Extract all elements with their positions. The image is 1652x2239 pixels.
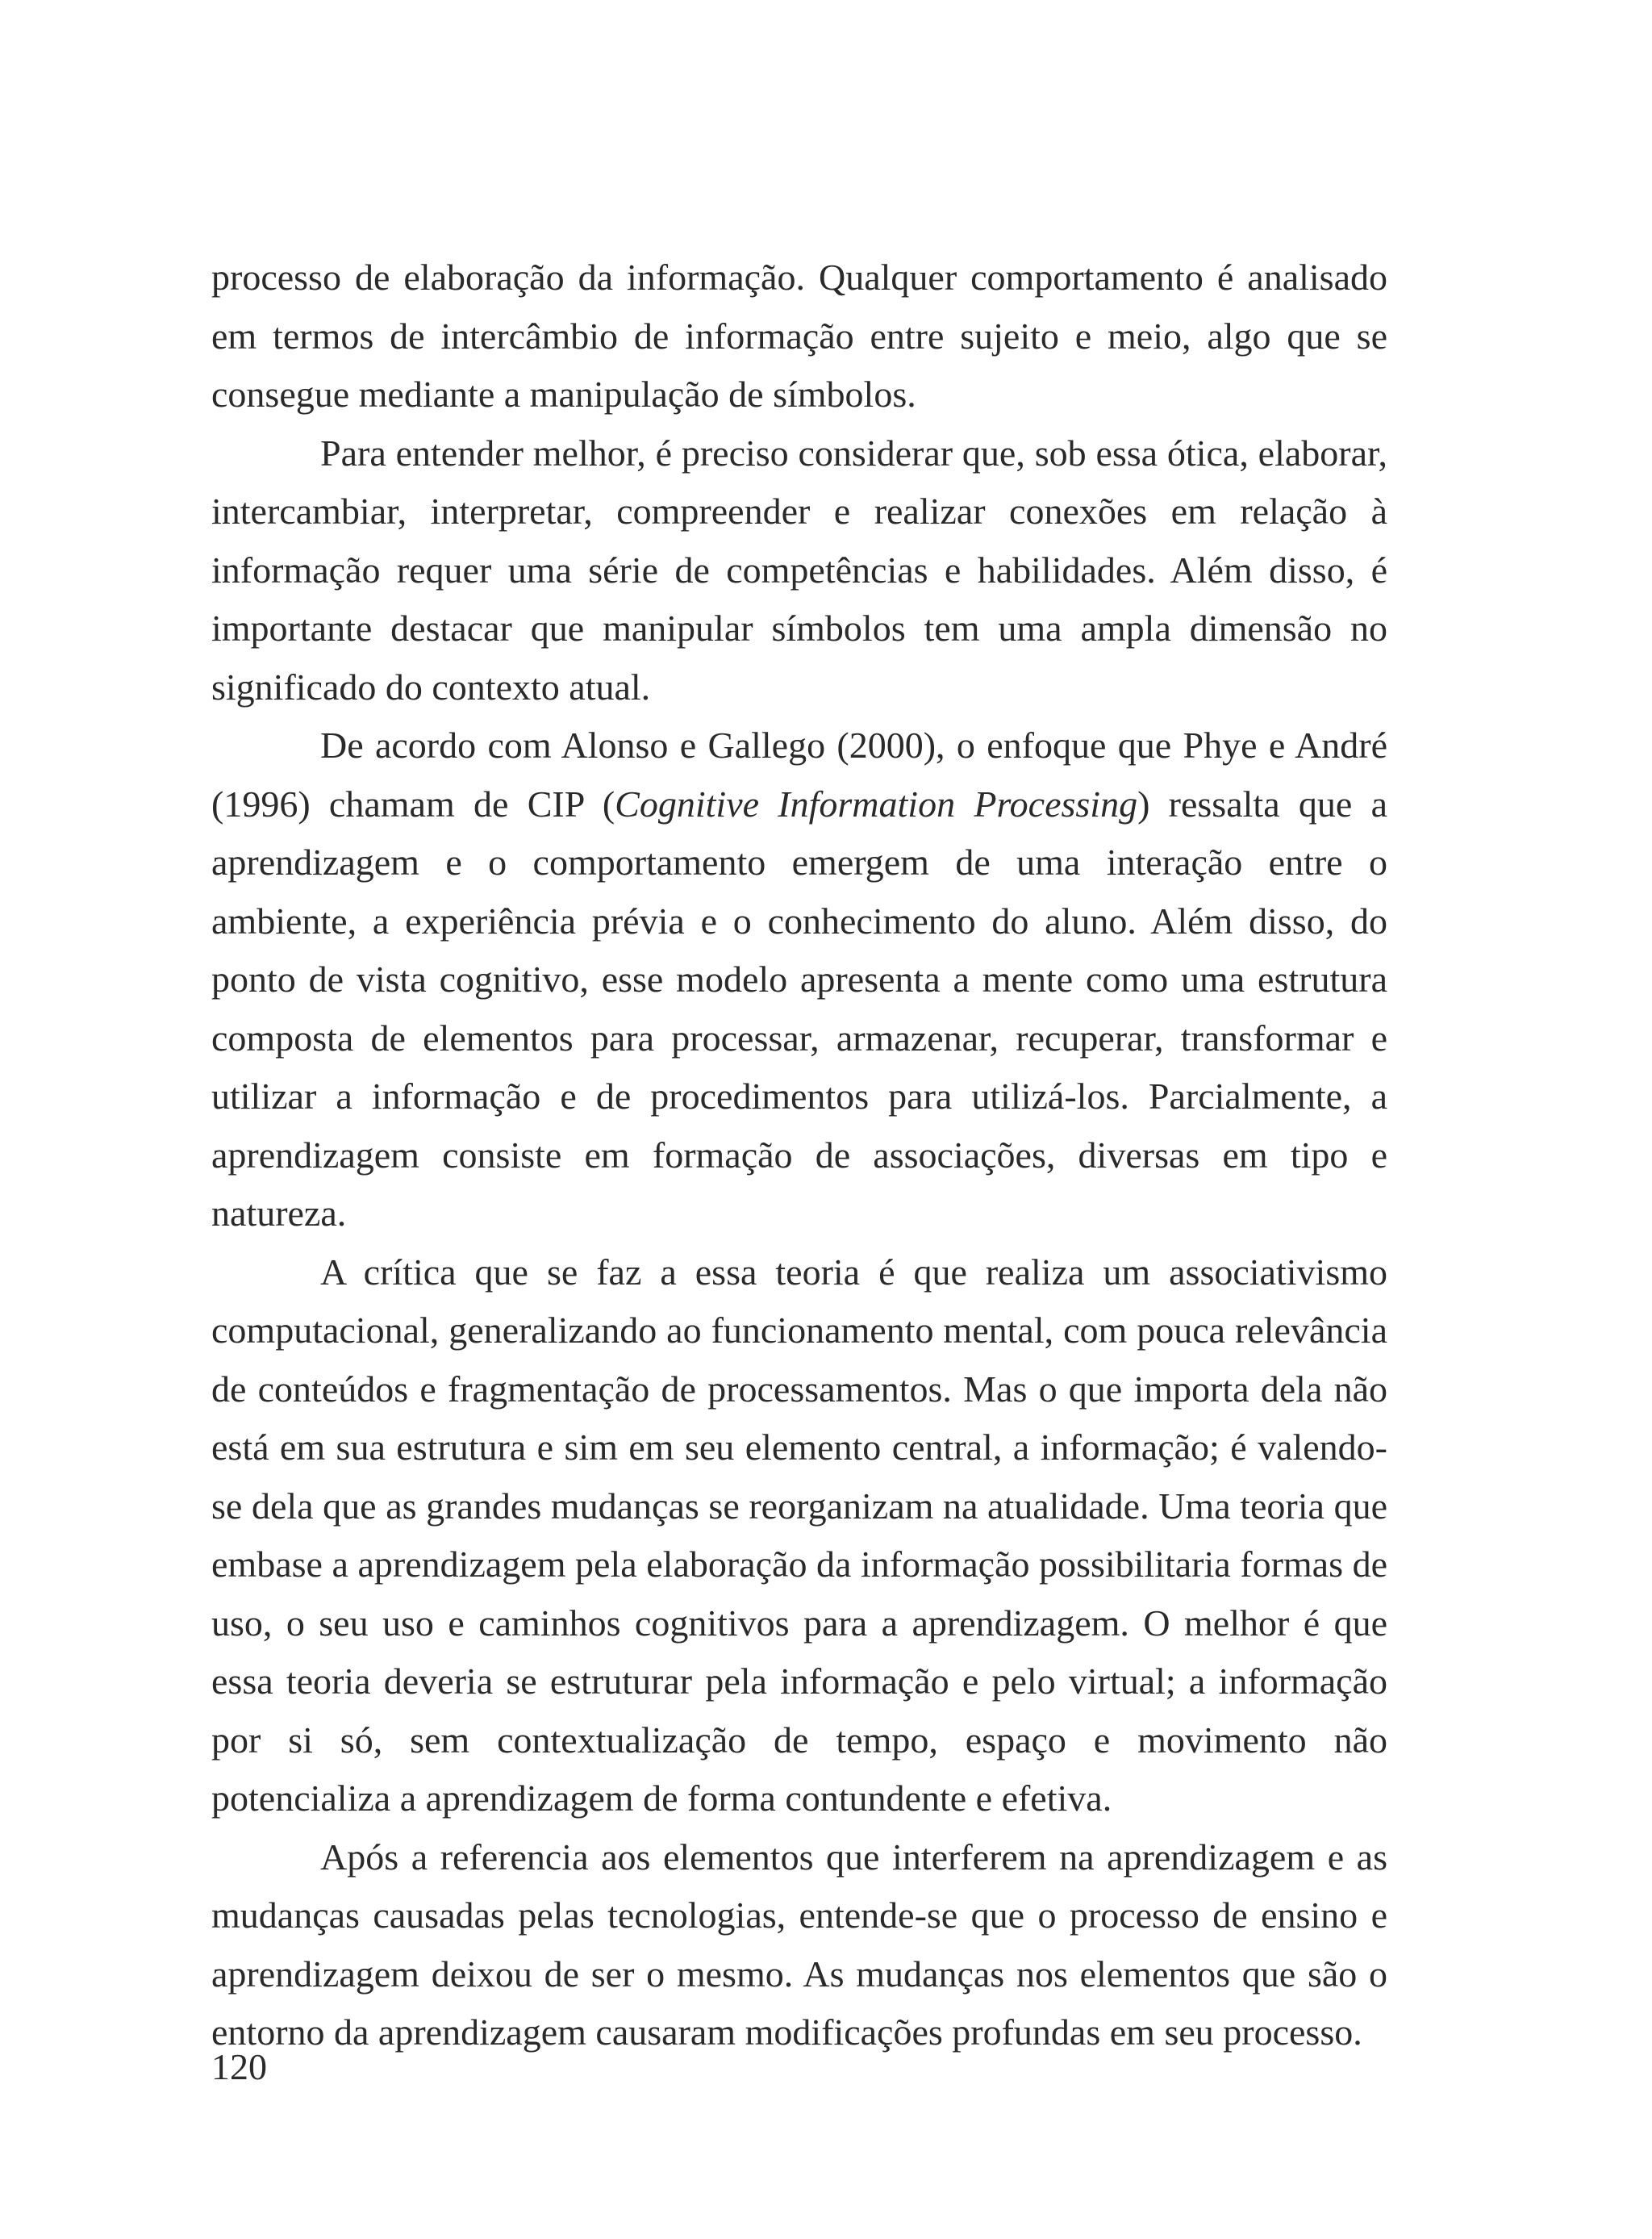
page-number: 120 bbox=[211, 2046, 267, 2087]
paragraph bbox=[211, 1243, 1387, 1828]
paragraph-text: A crítica que se faz a essa teoria é que realiza um associativismo computacional, generalizando ao funcionamento mental, com pouca relevância de conteúdos e fragmentação de processamentos. Mas o que importa dela não está em sua estrutura e sim em seu elemento central, a informação; é valendo-se dela que as grandes mudanças se reorganizam na atualidade. Uma teoria que embase a aprendizagem pela elaboração da informação possibilitaria formas de uso, o seu uso e caminhos cognitivos para a aprendizagem. O melhor é que essa teoria deveria se estruturar pela informação e pelo virtual; a informação por si só, sem contextualização de tempo, espaço e movimento não potencializa a aprendizagem de forma contundente e efetiva. bbox=[211, 1251, 1387, 1819]
body-text bbox=[211, 249, 1387, 2062]
paragraph bbox=[211, 716, 1387, 1243]
italic-text: Cognitive Information Processing bbox=[615, 783, 1138, 825]
paragraph bbox=[211, 249, 1387, 424]
paragraph-text: ) ressalta que a aprendizagem e o comportamento emergem de uma interação entre o ambiente, a experiência prévia e o conhecimento do aluno. Além disso, do ponto de vista cognitivo, esse modelo apresenta a mente como uma estrutura composta de elementos para processar, armazenar, recuperar, transformar e utilizar a informação e de procedimentos para utilizá-los. Parcialmente, a aprendizagem consiste em formação de associações, diversas em tipo e natureza. bbox=[211, 783, 1387, 1234]
paragraph-text: Após a referencia aos elementos que interferem na aprendizagem e as mudanças causadas pelas tecnologias, entende-se que o processo de ensino e aprendizagem deixou de ser o mesmo. As mudanças nos elementos que são o entorno da aprendizagem causaram modificações profundas em seu processo. bbox=[211, 1836, 1387, 2053]
paragraph-text: processo de elaboração da informação. Qualquer comportamento é analisado em termos de intercâmbio de informação entre sujeito e meio, algo que se consegue mediante a manipulação de símbolos. bbox=[211, 257, 1387, 415]
paragraph bbox=[211, 1828, 1387, 2062]
paragraph bbox=[211, 424, 1387, 717]
paragraph-text: Para entender melhor, é preciso considerar que, sob essa ótica, elaborar, intercambiar, interpretar, compreender e realizar conexões em relação à informação requer uma série de competências e habilidades. Além disso, é importante destacar que manipular símbolos tem uma ampla dimensão no significado do contexto atual. bbox=[211, 432, 1387, 708]
paragraph-text: De acordo com Alonso e Gallego (2000), o enfoque que Phye e André (1996) chamam de CIP ( bbox=[211, 725, 1387, 825]
